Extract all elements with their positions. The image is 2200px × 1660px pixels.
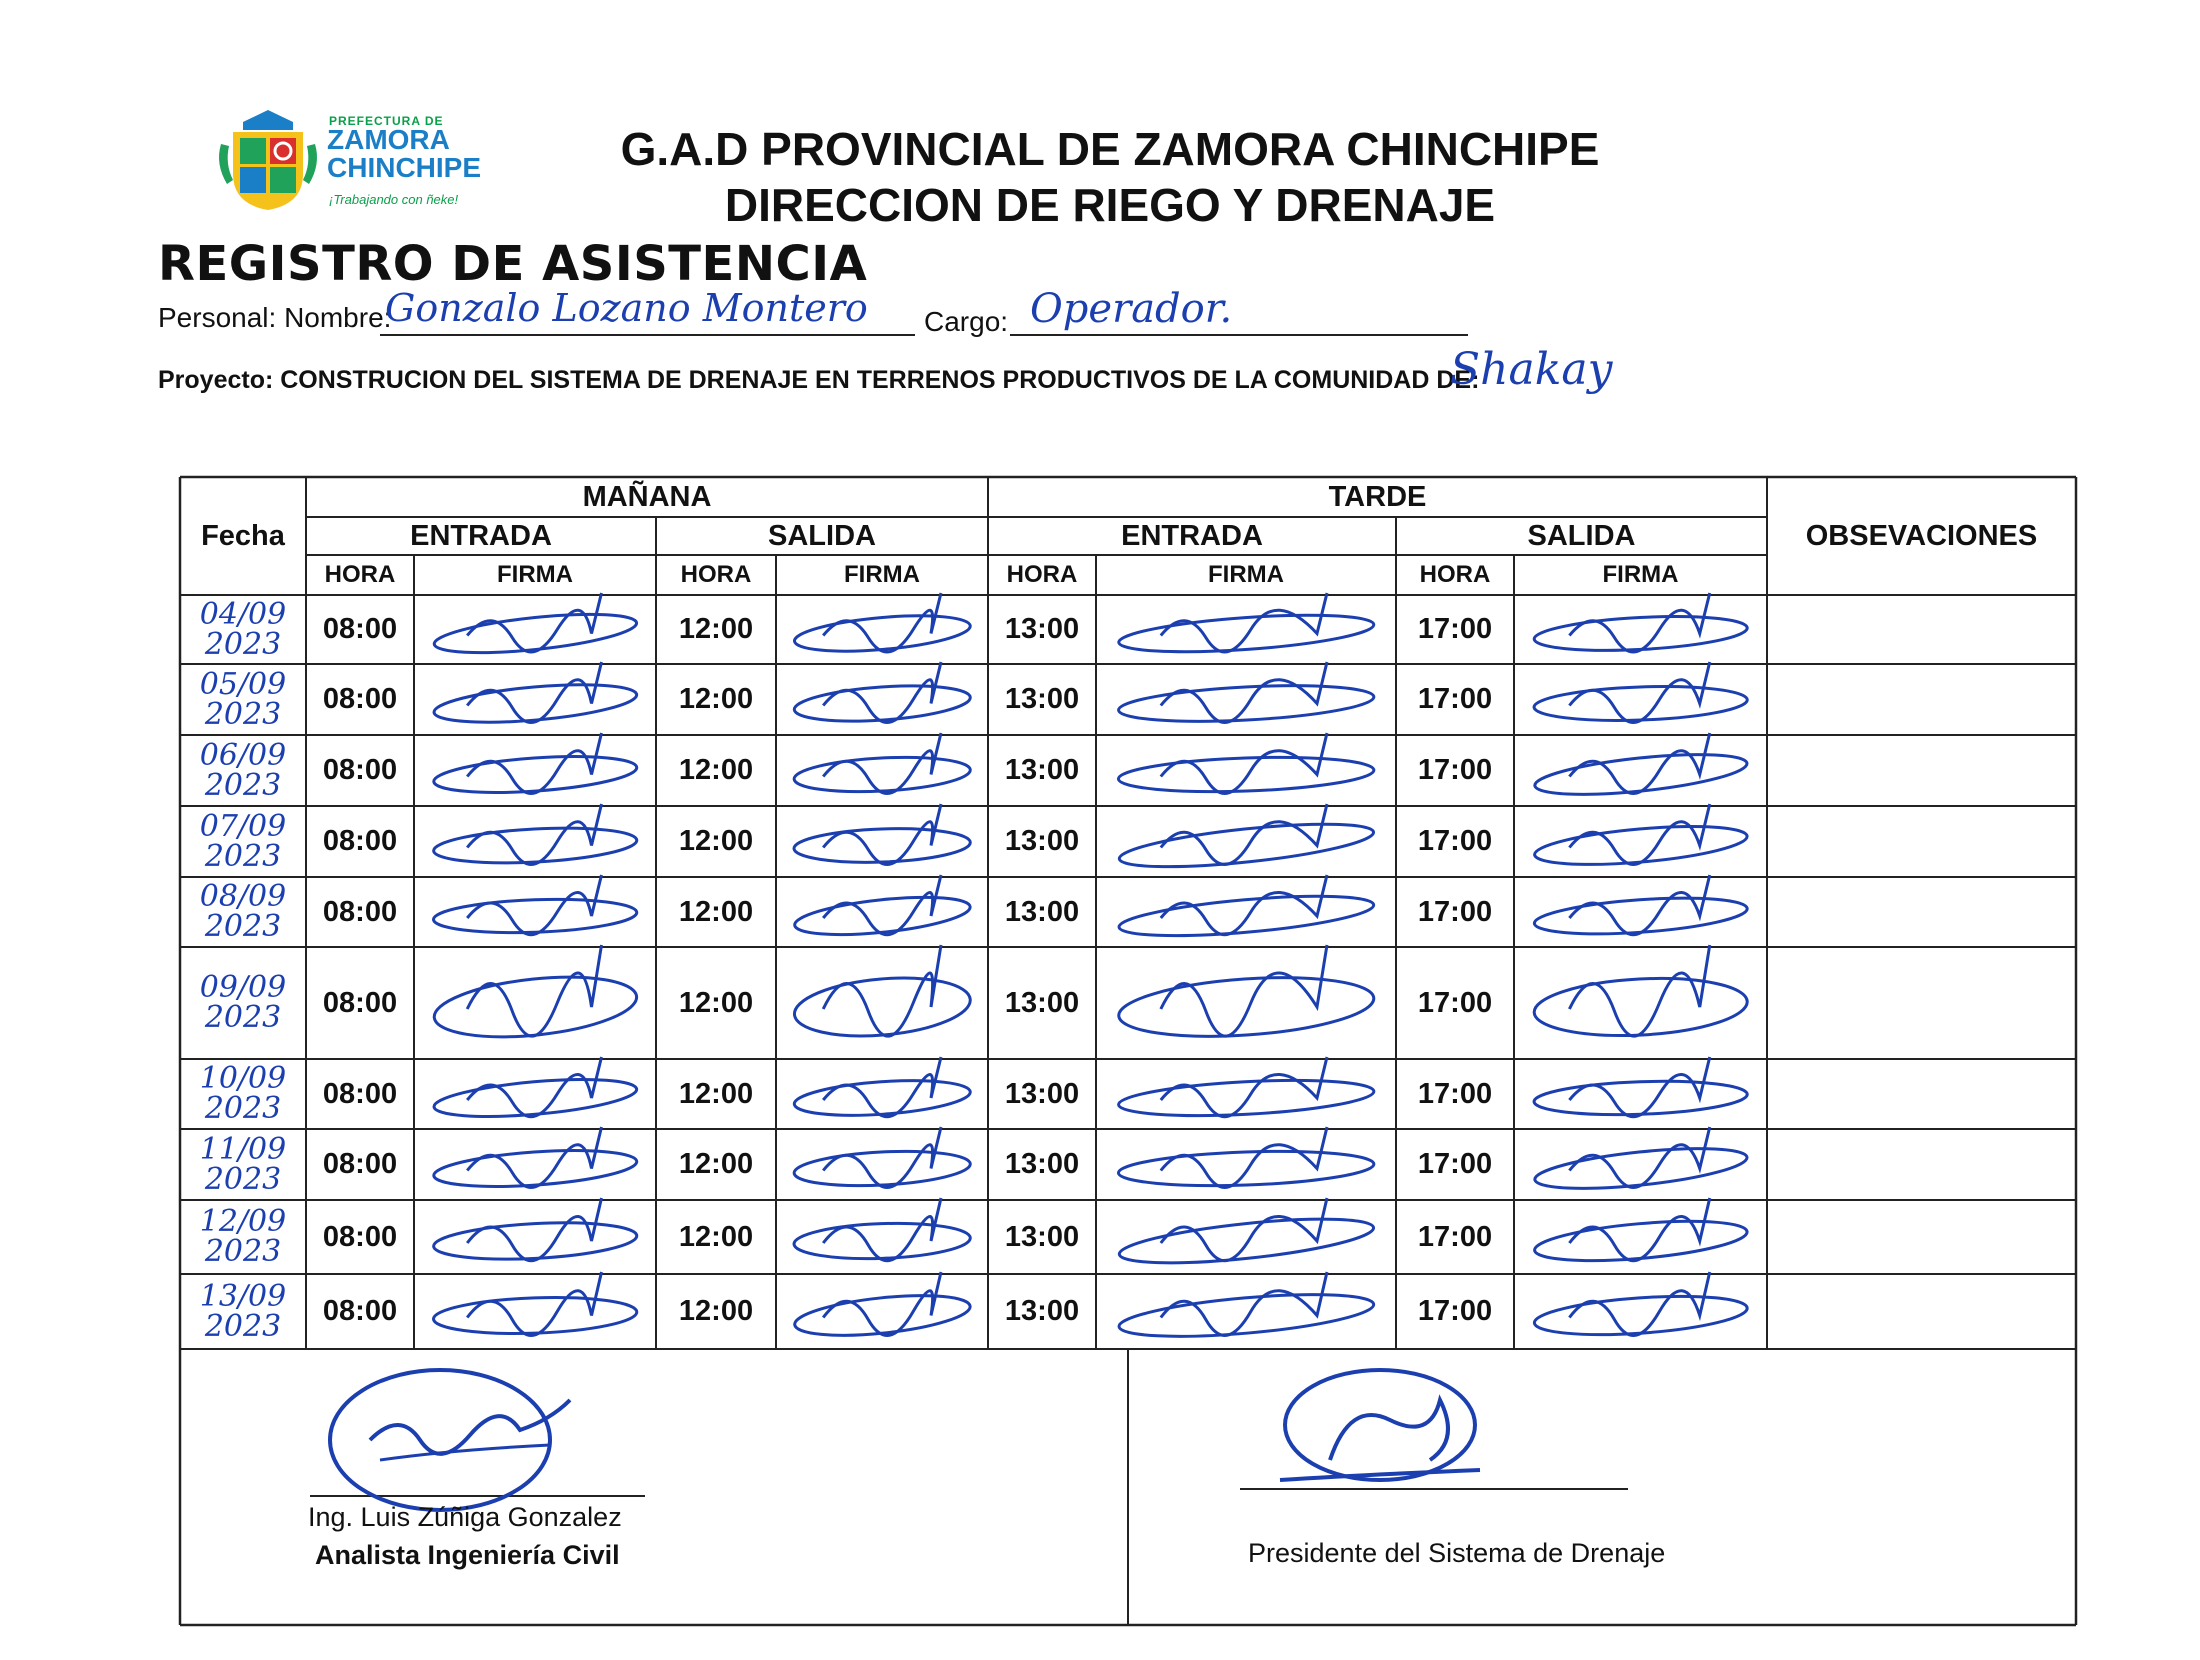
time-cell: 08:00 bbox=[322, 825, 398, 857]
observaciones-cell[interactable] bbox=[1767, 1059, 2076, 1129]
firma-cell[interactable] bbox=[414, 877, 656, 947]
time-cell: 17:00 bbox=[1417, 1077, 1493, 1110]
time-cell: 08:00 bbox=[322, 1148, 398, 1180]
time-cell: 12:00 bbox=[678, 825, 754, 857]
personal-name-value[interactable]: Gonzalo Lozano Montero bbox=[385, 286, 868, 330]
firma-cell[interactable] bbox=[776, 806, 988, 877]
logo-line2: ZAMORA bbox=[327, 124, 450, 155]
date-cell[interactable] bbox=[180, 947, 306, 1059]
time-cell: 17:00 bbox=[1417, 754, 1493, 786]
time-cell: 13:00 bbox=[1004, 754, 1080, 786]
hora-header: HORA bbox=[680, 561, 752, 588]
date-cell[interactable] bbox=[180, 806, 306, 877]
date-cell[interactable] bbox=[180, 735, 306, 806]
firma-cell[interactable] bbox=[1096, 664, 1396, 735]
time-cell: 08:00 bbox=[322, 1295, 398, 1327]
date-day-month: 08/09 bbox=[199, 879, 287, 914]
time-cell: 08:00 bbox=[322, 613, 398, 645]
fecha-header: Fecha bbox=[201, 519, 285, 552]
observaciones-cell[interactable] bbox=[1767, 877, 2076, 947]
time-cell: 13:00 bbox=[1004, 825, 1080, 857]
tarde-salida-header: SALIDA bbox=[1527, 519, 1636, 552]
personal-name-label: Personal: Nombre: bbox=[158, 302, 392, 333]
firma-cell[interactable] bbox=[776, 1200, 988, 1274]
firma-cell[interactable] bbox=[1096, 595, 1396, 664]
firma-cell[interactable] bbox=[1514, 1274, 1767, 1349]
firma-header: FIRMA bbox=[844, 561, 920, 588]
hora-header: HORA bbox=[324, 561, 396, 588]
date-day-month: 12/09 bbox=[199, 1204, 287, 1239]
right-signature-icon bbox=[1240, 1360, 1540, 1500]
time-cell: 17:00 bbox=[1417, 825, 1493, 857]
firma-cell[interactable] bbox=[414, 664, 656, 735]
time-cell: 08:00 bbox=[322, 986, 398, 1019]
firma-cell[interactable] bbox=[414, 947, 656, 1059]
time-cell: 12:00 bbox=[678, 683, 754, 715]
community-value[interactable]: Shakay bbox=[1450, 344, 1613, 395]
date-year: 2023 bbox=[204, 838, 282, 874]
firma-cell[interactable] bbox=[1514, 664, 1767, 735]
firma-cell[interactable] bbox=[1096, 1129, 1396, 1200]
time-cell: 13:00 bbox=[1004, 895, 1080, 928]
time-cell: 13:00 bbox=[1004, 1148, 1080, 1180]
time-cell: 12:00 bbox=[678, 1148, 754, 1180]
date-cell[interactable] bbox=[180, 1200, 306, 1274]
observaciones-cell[interactable] bbox=[1767, 806, 2076, 877]
cargo-label: Cargo: bbox=[924, 306, 1009, 337]
firma-cell[interactable] bbox=[776, 1274, 988, 1349]
firma-cell[interactable] bbox=[414, 1129, 656, 1200]
department-title: DIRECCION DE RIEGO Y DRENAJE bbox=[724, 179, 1496, 231]
time-cell: 17:00 bbox=[1417, 613, 1493, 645]
time-cell: 12:00 bbox=[678, 895, 754, 928]
date-day-month: 13/09 bbox=[199, 1278, 287, 1314]
date-year: 2023 bbox=[204, 1161, 282, 1197]
firma-cell[interactable] bbox=[1514, 1129, 1767, 1200]
firma-cell[interactable] bbox=[414, 1059, 656, 1129]
time-cell: 17:00 bbox=[1417, 895, 1493, 928]
observaciones-header: OBSEVACIONES bbox=[1805, 519, 2038, 552]
date-day-month: 07/09 bbox=[199, 808, 287, 844]
project-label: Proyecto: CONSTRUCION DEL SISTEMA DE DRENAJE EN TERRENOS PRODUCTIVOS DE LA COMUNIDAD DE: bbox=[158, 366, 1480, 394]
left-signer-role: Analista Ingeniería Civil bbox=[315, 1540, 620, 1570]
time-cell: 08:00 bbox=[322, 683, 398, 715]
firma-cell[interactable] bbox=[776, 1059, 988, 1129]
firma-cell[interactable] bbox=[776, 664, 988, 735]
time-cell: 13:00 bbox=[1004, 1295, 1080, 1327]
time-cell: 12:00 bbox=[678, 1077, 754, 1110]
firma-cell[interactable] bbox=[776, 735, 988, 806]
date-year: 2023 bbox=[204, 909, 282, 944]
firma-cell[interactable] bbox=[414, 595, 656, 664]
date-cell[interactable] bbox=[180, 1059, 306, 1129]
time-cell: 12:00 bbox=[678, 754, 754, 786]
manana-salida-header: SALIDA bbox=[768, 519, 876, 552]
time-cell: 13:00 bbox=[1004, 683, 1080, 715]
date-cell[interactable] bbox=[180, 595, 306, 664]
date-day-month: 10/09 bbox=[199, 1061, 287, 1096]
date-cell[interactable] bbox=[180, 664, 306, 735]
left-signature-icon bbox=[310, 1360, 610, 1520]
date-year: 2023 bbox=[204, 1091, 282, 1126]
firma-cell[interactable] bbox=[1096, 1200, 1396, 1274]
firma-cell[interactable] bbox=[1096, 1059, 1396, 1129]
firma-header: FIRMA bbox=[1208, 561, 1284, 588]
time-cell: 12:00 bbox=[678, 1220, 754, 1253]
firma-cell[interactable] bbox=[414, 1200, 656, 1274]
right-signer-role: Presidente del Sistema de Drenaje bbox=[1248, 1538, 1666, 1568]
time-cell: 08:00 bbox=[322, 895, 398, 928]
firma-header: FIRMA bbox=[1602, 561, 1679, 588]
firma-cell[interactable] bbox=[1514, 735, 1767, 806]
date-cell[interactable] bbox=[180, 1274, 306, 1349]
firma-cell[interactable] bbox=[1514, 877, 1767, 947]
tarde-entrada-header: ENTRADA bbox=[1121, 519, 1263, 552]
date-year: 2023 bbox=[204, 1308, 282, 1344]
time-cell: 17:00 bbox=[1417, 1148, 1493, 1180]
left-signer-name: Ing. Luis Zúñiga Gonzalez bbox=[308, 1502, 622, 1532]
firma-cell[interactable] bbox=[776, 1129, 988, 1200]
observaciones-cell[interactable] bbox=[1767, 595, 2076, 664]
logo-slogan: ¡Trabajando con ñeke! bbox=[329, 192, 459, 207]
time-cell: 08:00 bbox=[322, 1220, 398, 1253]
hora-header: HORA bbox=[1006, 561, 1078, 588]
time-cell: 17:00 bbox=[1417, 986, 1493, 1019]
logo-line3: CHINCHIPE bbox=[327, 152, 482, 183]
firma-cell[interactable] bbox=[1514, 806, 1767, 877]
firma-cell[interactable] bbox=[1096, 947, 1396, 1059]
time-cell: 08:00 bbox=[322, 1077, 398, 1110]
date-day-month: 04/09 bbox=[199, 596, 287, 632]
firma-cell[interactable] bbox=[776, 947, 988, 1059]
date-day-month: 06/09 bbox=[199, 737, 287, 773]
time-cell: 13:00 bbox=[1004, 1077, 1080, 1110]
firma-cell[interactable] bbox=[1096, 735, 1396, 806]
date-year: 2023 bbox=[204, 626, 282, 662]
manana-header: MAÑANA bbox=[582, 480, 712, 513]
date-year: 2023 bbox=[204, 1000, 282, 1035]
time-cell: 13:00 bbox=[1004, 986, 1080, 1019]
time-cell: 13:00 bbox=[1004, 613, 1080, 645]
date-day-month: 05/09 bbox=[199, 666, 287, 702]
form-title: REGISTRO DE ASISTENCIA bbox=[158, 236, 868, 292]
date-year: 2023 bbox=[204, 696, 282, 732]
cargo-value[interactable]: Operador. bbox=[1030, 286, 1233, 332]
firma-cell[interactable] bbox=[1514, 1200, 1767, 1274]
firma-cell[interactable] bbox=[1514, 947, 1767, 1059]
firma-cell[interactable] bbox=[414, 1274, 656, 1349]
date-year: 2023 bbox=[204, 1234, 282, 1269]
time-cell: 12:00 bbox=[678, 1295, 754, 1327]
institution-title: G.A.D PROVINCIAL DE ZAMORA CHINCHIPE bbox=[620, 123, 1600, 175]
firma-cell[interactable] bbox=[1096, 877, 1396, 947]
observaciones-cell[interactable] bbox=[1767, 664, 2076, 735]
firma-cell[interactable] bbox=[1096, 806, 1396, 877]
observaciones-cell[interactable] bbox=[1767, 1200, 2076, 1274]
firma-cell[interactable] bbox=[1096, 1274, 1396, 1349]
time-cell: 17:00 bbox=[1417, 1295, 1493, 1327]
firma-header: FIRMA bbox=[497, 561, 573, 588]
observaciones-cell[interactable] bbox=[1767, 735, 2076, 806]
time-cell: 12:00 bbox=[678, 986, 754, 1019]
time-cell: 08:00 bbox=[322, 754, 398, 786]
firma-cell[interactable] bbox=[776, 877, 988, 947]
manana-entrada-header: ENTRADA bbox=[410, 519, 552, 552]
logo-line1: PREFECTURA DE bbox=[329, 114, 444, 128]
firma-cell[interactable] bbox=[414, 735, 656, 806]
time-cell: 13:00 bbox=[1004, 1220, 1080, 1253]
time-cell: 17:00 bbox=[1417, 1220, 1493, 1253]
observaciones-cell[interactable] bbox=[1767, 1129, 2076, 1200]
date-day-month: 09/09 bbox=[199, 970, 287, 1005]
observaciones-cell[interactable] bbox=[1767, 947, 2076, 1059]
date-cell[interactable] bbox=[180, 1129, 306, 1200]
hora-header: HORA bbox=[1419, 561, 1491, 588]
firma-cell[interactable] bbox=[414, 806, 656, 877]
date-year: 2023 bbox=[204, 767, 282, 803]
date-day-month: 11/09 bbox=[199, 1131, 287, 1167]
time-cell: 17:00 bbox=[1417, 683, 1493, 715]
firma-cell[interactable] bbox=[1514, 595, 1767, 664]
firma-cell[interactable] bbox=[776, 595, 988, 664]
observaciones-cell[interactable] bbox=[1767, 1274, 2076, 1349]
time-cell: 12:00 bbox=[678, 613, 754, 645]
date-cell[interactable] bbox=[180, 877, 306, 947]
firma-cell[interactable] bbox=[1514, 1059, 1767, 1129]
tarde-header: TARDE bbox=[1328, 480, 1427, 513]
